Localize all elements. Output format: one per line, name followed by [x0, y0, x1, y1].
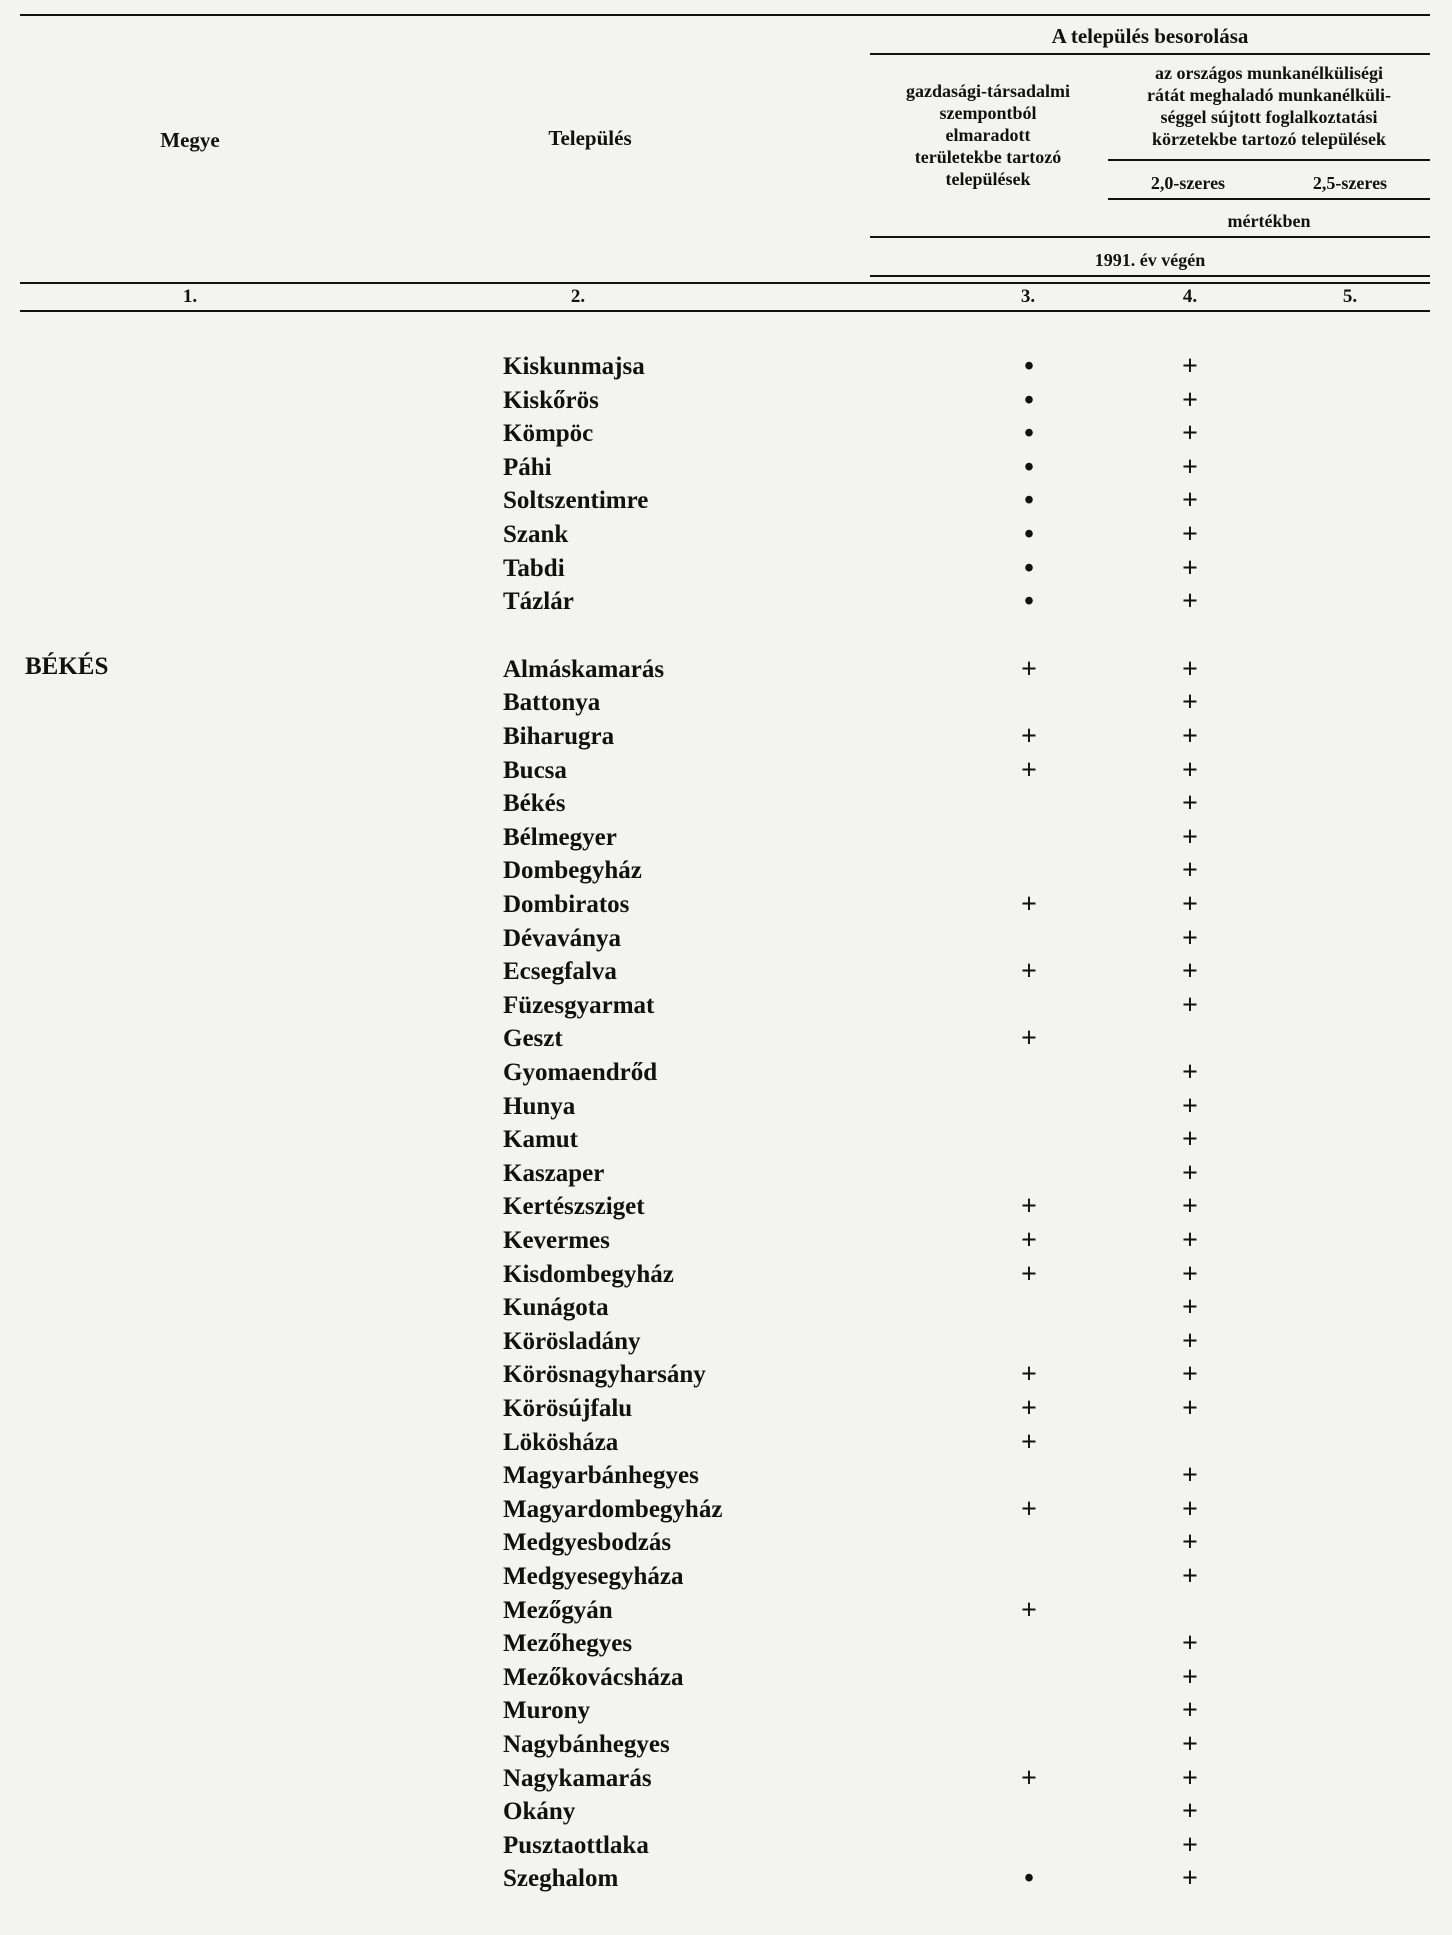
col-telepules-header: Település: [548, 126, 632, 150]
col3-mark: •: [1024, 553, 1034, 584]
table-row: [0, 417, 1452, 451]
settlement-name: Mezőhegyes: [503, 1630, 633, 1657]
col45-header: az országos munkanélküliségi rátát meghaladó munkanélküli- séggel sújtott foglalkoztatási körzetekbe tartozó települések: [1146, 63, 1392, 149]
table-row: [0, 1123, 1452, 1157]
col4-mark: +: [1182, 1796, 1198, 1827]
table-row: [0, 955, 1452, 989]
col3-mark: +: [1021, 1259, 1037, 1290]
table-row: [0, 720, 1452, 754]
col4-mark: +: [1182, 1494, 1198, 1525]
col4-mark: +: [1182, 822, 1198, 853]
colnum-bottom-rule: [20, 310, 1430, 312]
settlement-name: Békés: [503, 790, 566, 817]
col4-mark: +: [1182, 1763, 1198, 1794]
settlement-name: Lökösháza: [503, 1429, 619, 1456]
table-row: [0, 653, 1452, 687]
settlement-name: Mezőkovácsháza: [503, 1664, 684, 1691]
table-row: [0, 1627, 1452, 1661]
col3-mark: •: [1024, 452, 1034, 483]
col3-mark: +: [1021, 1225, 1037, 1256]
mertekben-label: mértékben: [1227, 211, 1311, 231]
colnum-2: 2.: [570, 286, 586, 307]
table-row: [0, 350, 1452, 384]
col4-mark: +: [1182, 1628, 1198, 1659]
colnum-top-rule: [20, 282, 1430, 284]
col3-mark: +: [1021, 1763, 1037, 1794]
year-label: 1991. év végén: [1094, 250, 1206, 270]
table-row: [0, 686, 1452, 720]
table-row: [0, 1258, 1452, 1292]
col3-mark: +: [1021, 1023, 1037, 1054]
colnum-1: 1.: [182, 286, 198, 307]
table-row: [0, 787, 1452, 821]
col3-mark: •: [1024, 1863, 1034, 1894]
table-row: [0, 888, 1452, 922]
table-row: [0, 989, 1452, 1023]
col3-mark: +: [1021, 1595, 1037, 1626]
col4-mark: +: [1182, 788, 1198, 819]
subcol-rule-2: [1108, 198, 1430, 200]
col4-mark: +: [1182, 1662, 1198, 1693]
colnum-3: 3.: [1020, 286, 1036, 307]
table-row: [0, 1022, 1452, 1056]
settlement-name: Ecsegfalva: [503, 958, 617, 985]
settlement-name: Bucsa: [503, 757, 567, 784]
settlement-name: Battonya: [503, 689, 601, 716]
col4-mark: +: [1182, 1124, 1198, 1155]
table-row: [0, 1291, 1452, 1325]
table-row: [0, 1056, 1452, 1090]
settlement-name: Almáskamarás: [503, 656, 665, 683]
settlement-name: Nagybánhegyes: [503, 1731, 670, 1758]
settlement-name: Körösladány: [503, 1328, 641, 1355]
table-row: [0, 1795, 1452, 1829]
settlement-name: Biharugra: [503, 723, 615, 750]
col4-mark: +: [1182, 755, 1198, 786]
table-row: [0, 754, 1452, 788]
table-row: [0, 1459, 1452, 1493]
col3-mark: •: [1024, 385, 1034, 416]
table-row: [0, 484, 1452, 518]
table-row: [0, 1762, 1452, 1796]
col4-mark: +: [1182, 385, 1198, 416]
settlement-name: Kertészsziget: [503, 1193, 645, 1220]
table-row: [0, 922, 1452, 956]
table-row: [0, 552, 1452, 586]
top-rule: [20, 14, 1430, 16]
year-rule: [870, 275, 1430, 277]
col5-subheader: 2,5-szeres: [1312, 173, 1388, 193]
col4-mark: +: [1182, 923, 1198, 954]
col4-mark: +: [1182, 1326, 1198, 1357]
col3-mark: +: [1021, 654, 1037, 685]
table-row: [0, 518, 1452, 552]
col4-mark: +: [1182, 855, 1198, 886]
settlement-name: Medgyesbodzás: [503, 1529, 672, 1556]
group-rule: [870, 53, 1430, 55]
settlement-name: Pusztaottlaka: [503, 1832, 649, 1859]
settlement-name: Nagykamarás: [503, 1765, 652, 1792]
col4-mark: +: [1182, 1561, 1198, 1592]
settlement-name: Dombegyház: [503, 857, 642, 884]
col3-mark: •: [1024, 351, 1034, 382]
col3-mark: +: [1021, 721, 1037, 752]
settlement-name: Kiskunmajsa: [503, 353, 645, 380]
table-row: [0, 1594, 1452, 1628]
col4-mark: +: [1182, 519, 1198, 550]
settlement-name: Körösnagyharsány: [503, 1361, 706, 1388]
settlement-name: Dévaványa: [503, 925, 622, 952]
settlement-name: Kamut: [503, 1126, 578, 1153]
table-row: [0, 1358, 1452, 1392]
table-row: [0, 1661, 1452, 1695]
col3-mark: +: [1021, 889, 1037, 920]
col3-mark: +: [1021, 1393, 1037, 1424]
table-row: [0, 1224, 1452, 1258]
settlement-name: Tabdi: [503, 555, 565, 582]
col4-mark: +: [1182, 654, 1198, 685]
col4-mark: +: [1182, 586, 1198, 617]
table-row: [0, 1728, 1452, 1762]
col4-mark: +: [1182, 1259, 1198, 1290]
settlement-name: Körösújfalu: [503, 1395, 633, 1422]
col3-mark: +: [1021, 755, 1037, 786]
settlement-name: Geszt: [503, 1025, 563, 1052]
col3-mark: •: [1024, 418, 1034, 449]
col4-mark: +: [1182, 1695, 1198, 1726]
table-row: [0, 1090, 1452, 1124]
settlement-name: Kevermes: [503, 1227, 610, 1254]
col4-mark: +: [1182, 1191, 1198, 1222]
col4-mark: +: [1182, 418, 1198, 449]
table-row: [0, 1392, 1452, 1426]
col4-mark: +: [1182, 721, 1198, 752]
col3-mark: +: [1021, 1359, 1037, 1390]
settlement-name: Soltszentimre: [503, 487, 649, 514]
settlement-name: Magyardombegyház: [503, 1496, 723, 1523]
col3-mark: +: [1021, 1427, 1037, 1458]
col4-mark: +: [1182, 1225, 1198, 1256]
col4-mark: +: [1182, 485, 1198, 516]
settlement-name: Füzesgyarmat: [503, 992, 655, 1019]
col3-mark: +: [1021, 1191, 1037, 1222]
col4-mark: +: [1182, 687, 1198, 718]
col4-mark: +: [1182, 1057, 1198, 1088]
settlement-name: Dombiratos: [503, 891, 630, 918]
col4-mark: +: [1182, 889, 1198, 920]
col4-mark: +: [1182, 1527, 1198, 1558]
table-row: [0, 821, 1452, 855]
col4-mark: +: [1182, 1460, 1198, 1491]
settlement-name: Magyarbánhegyes: [503, 1462, 699, 1489]
col3-mark: •: [1024, 485, 1034, 516]
col4-mark: +: [1182, 553, 1198, 584]
col4-subheader: 2,0-szeres: [1150, 173, 1226, 193]
settlement-name: Medgyesegyháza: [503, 1563, 684, 1590]
col4-mark: +: [1182, 1393, 1198, 1424]
settlement-name: Mezőgyán: [503, 1597, 613, 1624]
table-row: [0, 1157, 1452, 1191]
table-row: [0, 1560, 1452, 1594]
settlement-name: Tázlár: [503, 588, 574, 615]
settlement-name: Kisdombegyház: [503, 1261, 674, 1288]
group-title: A település besorolása: [1051, 24, 1249, 48]
subcol-rule: [1108, 159, 1430, 161]
settlement-name: Szeghalom: [503, 1865, 619, 1892]
table-row: [0, 384, 1452, 418]
col4-mark: +: [1182, 990, 1198, 1021]
col3-mark: •: [1024, 519, 1034, 550]
col3-mark: +: [1021, 1494, 1037, 1525]
settlement-name: Szank: [503, 521, 569, 548]
table-row: [0, 1862, 1452, 1896]
settlement-name: Murony: [503, 1697, 591, 1724]
settlement-name: Kaszaper: [503, 1160, 605, 1187]
table-row: [0, 1426, 1452, 1460]
table-row: [0, 1493, 1452, 1527]
col3-mark: +: [1021, 956, 1037, 987]
col4-mark: +: [1182, 956, 1198, 987]
col4-mark: +: [1182, 1292, 1198, 1323]
table-row: [0, 1325, 1452, 1359]
county-label: BÉKÉS: [25, 653, 109, 680]
settlement-name: Gyomaendrőd: [503, 1059, 658, 1086]
col4-mark: +: [1182, 1091, 1198, 1122]
mertekben-rule: [870, 236, 1430, 238]
col4-mark: +: [1182, 1359, 1198, 1390]
settlement-name: Páhi: [503, 454, 552, 481]
colnum-5: 5.: [1342, 286, 1358, 307]
colnum-4: 4.: [1182, 286, 1198, 307]
col-megye-header: Megye: [160, 128, 220, 152]
settlement-name: Okány: [503, 1798, 576, 1825]
settlement-name: Kömpöc: [503, 420, 594, 447]
settlement-name: Bélmegyer: [503, 824, 617, 851]
col3-header: gazdasági-társadalmi szempontból elmaradott területekbe tartozó települések: [906, 81, 1070, 189]
table-row: [0, 1190, 1452, 1224]
table-row: [0, 1526, 1452, 1560]
table-row: [0, 1694, 1452, 1728]
table-row: [0, 451, 1452, 485]
col3-mark: •: [1024, 586, 1034, 617]
table-row: [0, 1829, 1452, 1863]
col4-mark: +: [1182, 1158, 1198, 1189]
settlement-name: Kiskőrös: [503, 387, 599, 414]
table-row: [0, 585, 1452, 619]
settlement-name: Kunágota: [503, 1294, 609, 1321]
table-row: [0, 854, 1452, 888]
col4-mark: +: [1182, 1863, 1198, 1894]
col4-mark: +: [1182, 351, 1198, 382]
col4-mark: +: [1182, 1830, 1198, 1861]
col4-mark: +: [1182, 1729, 1198, 1760]
settlement-name: Hunya: [503, 1093, 576, 1120]
col4-mark: +: [1182, 452, 1198, 483]
